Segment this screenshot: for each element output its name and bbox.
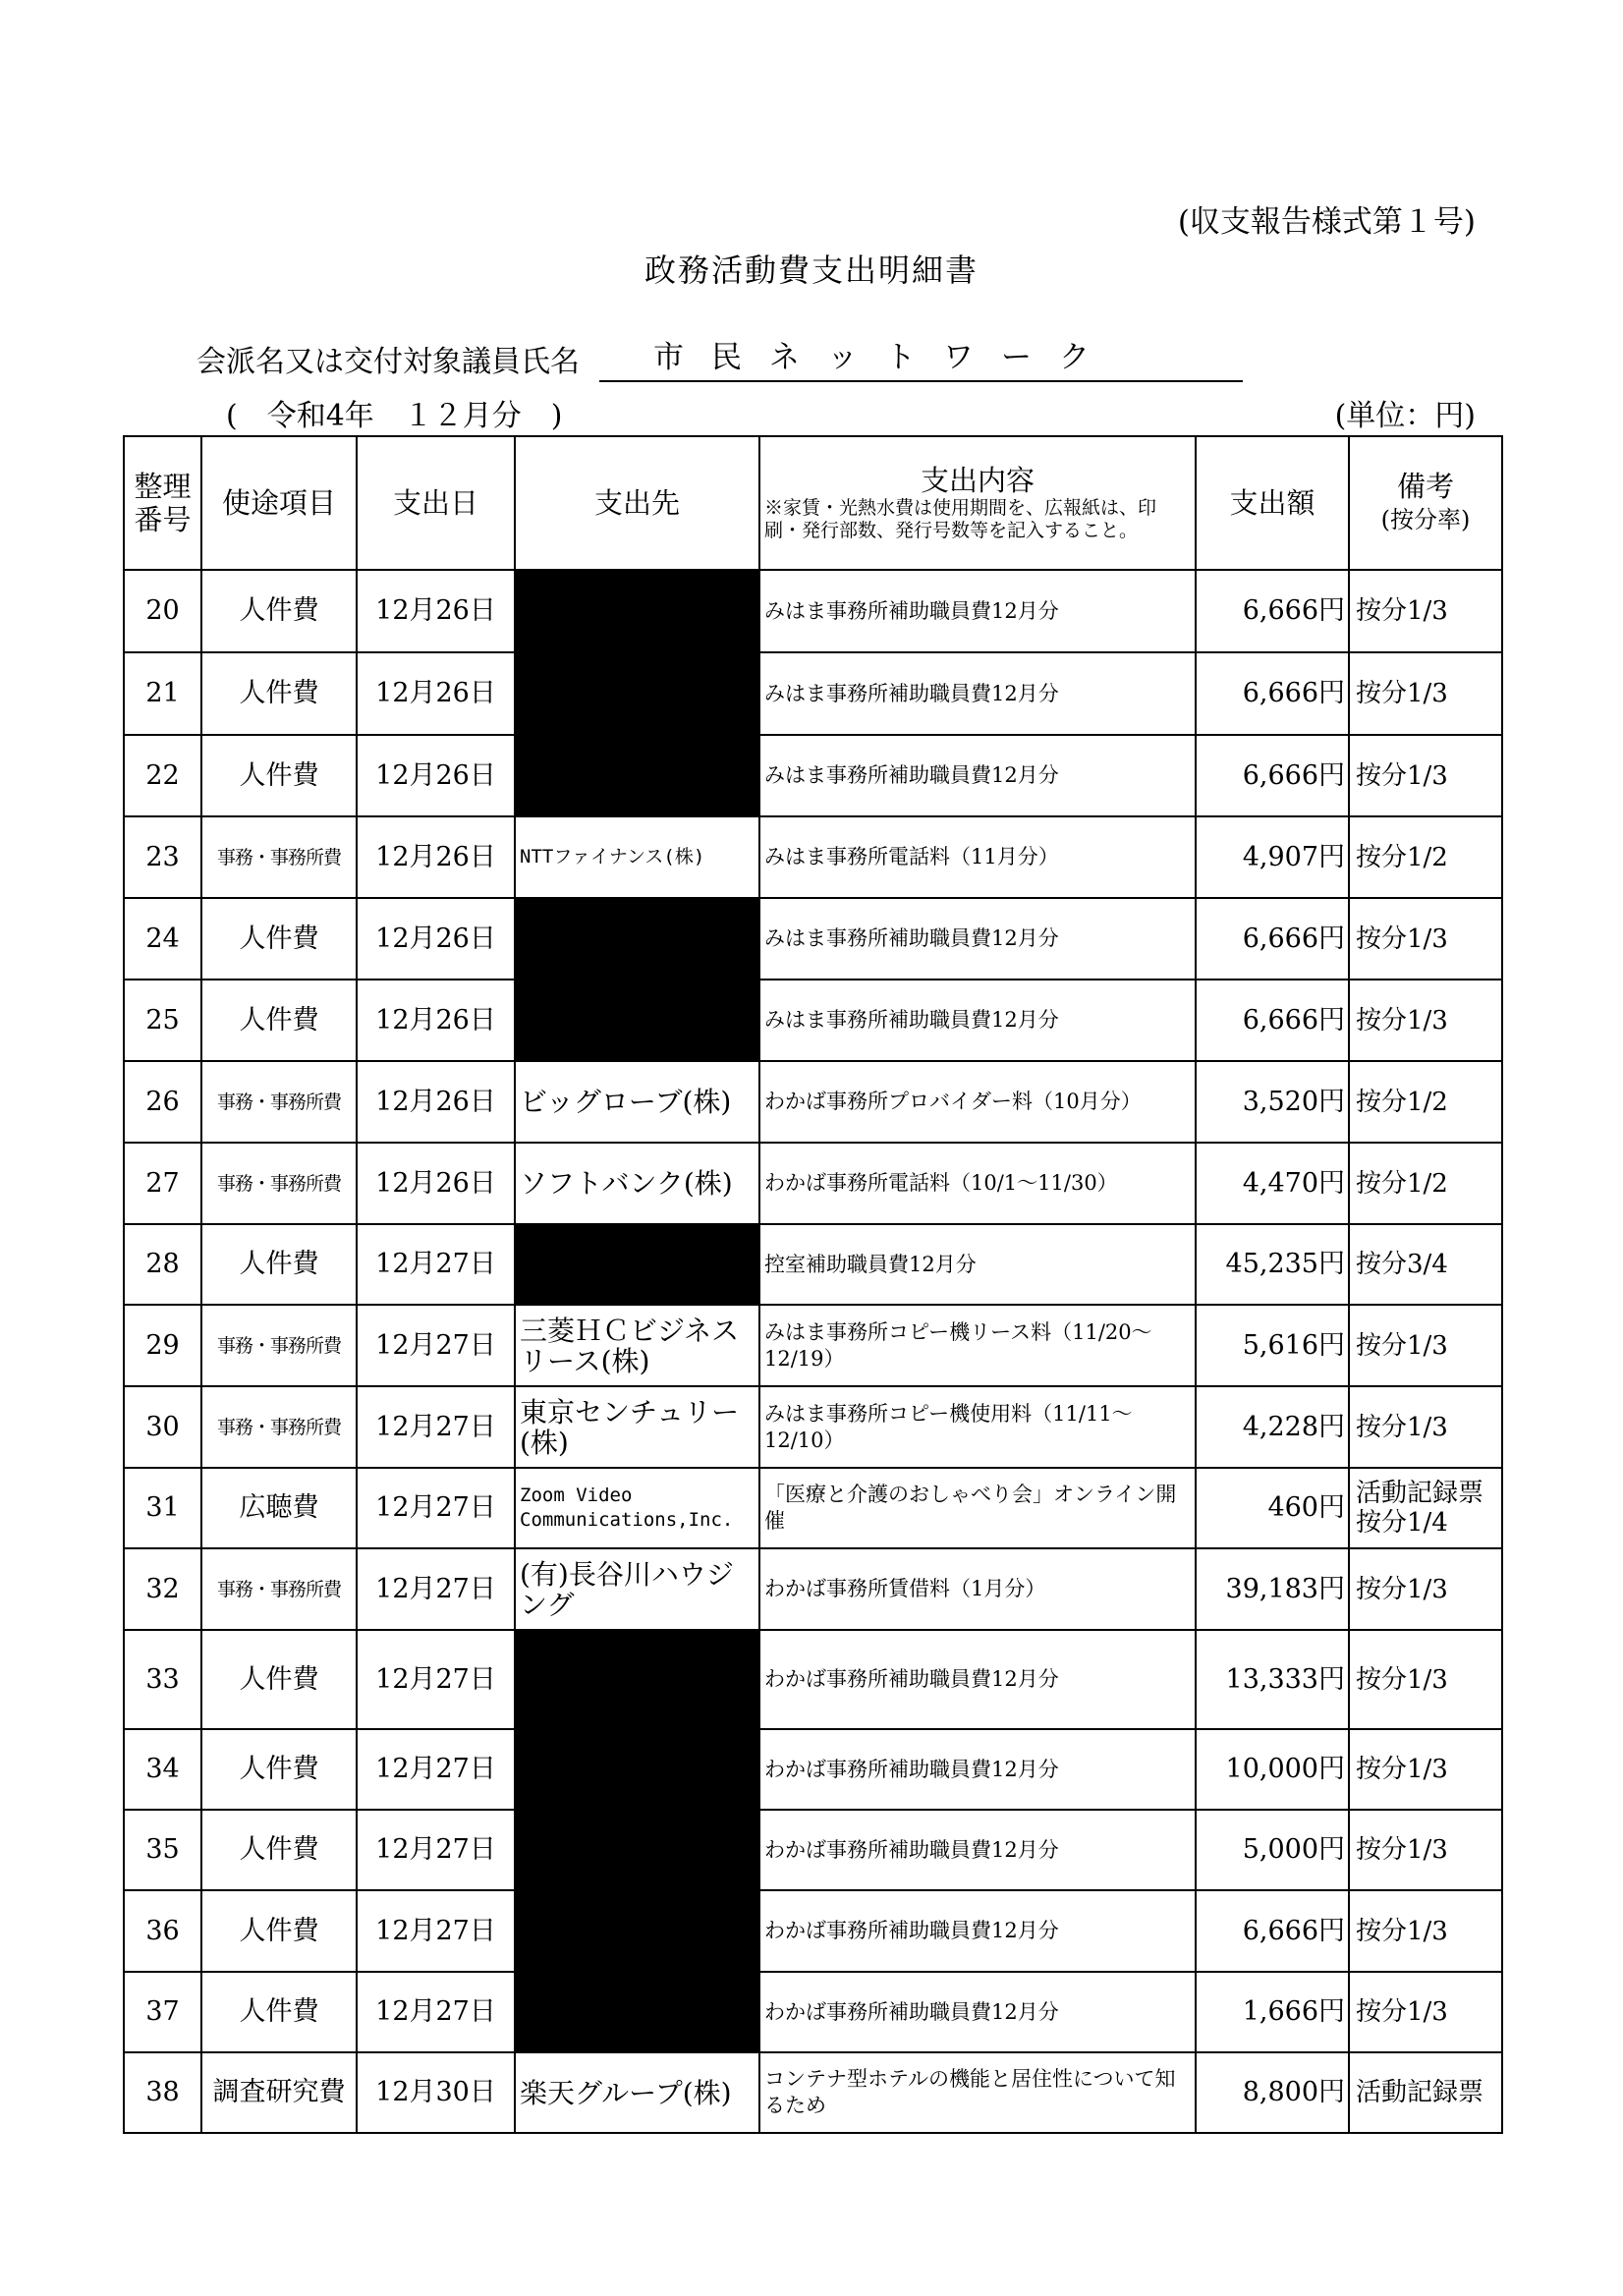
row-no: 36	[124, 1890, 201, 1972]
row-date: 12月27日	[357, 1468, 515, 1548]
row-remark: 按分1/3	[1349, 1305, 1502, 1386]
row-amount: 1,666円	[1196, 1972, 1349, 2052]
row-category: 人件費	[201, 570, 357, 652]
faction-name-label: 会派名又は交付対象議員氏名	[196, 345, 580, 379]
row-date: 12月27日	[357, 1386, 515, 1468]
row-date: 12月27日	[357, 1890, 515, 1972]
row-category: 事務・事務所費	[201, 1305, 357, 1386]
row-amount: 6,666円	[1196, 570, 1349, 652]
row-amount: 460円	[1196, 1468, 1349, 1548]
row-content: わかば事務所電話料（10/1～11/30）	[759, 1143, 1196, 1224]
row-content: みはま事務所補助職員費12月分	[759, 898, 1196, 980]
table-row	[124, 1468, 1502, 1548]
table-row	[124, 652, 1502, 735]
table-row	[124, 816, 1502, 898]
header-content	[759, 436, 1196, 570]
row-no: 33	[124, 1630, 201, 1729]
table-row	[124, 1972, 1502, 2052]
redacted-payee	[515, 570, 759, 652]
header-remark	[1349, 436, 1502, 570]
row-remark: 按分1/2	[1349, 816, 1502, 898]
row-remark: 按分1/2	[1349, 1143, 1502, 1224]
row-remark: 按分1/3	[1349, 1729, 1502, 1810]
row-remark: 按分1/3	[1349, 1548, 1502, 1630]
row-amount: 45,235円	[1196, 1224, 1349, 1305]
table-row	[124, 1224, 1502, 1305]
row-amount: 4,470円	[1196, 1143, 1349, 1224]
row-content: みはま事務所コピー機使用料（11/11～12/10）	[759, 1386, 1196, 1468]
row-date: 12月27日	[357, 1972, 515, 2052]
row-date: 12月30日	[357, 2052, 515, 2133]
row-category: 人件費	[201, 1630, 357, 1729]
redacted-payee	[515, 898, 759, 980]
row-content: わかば事務所補助職員費12月分	[759, 1890, 1196, 1972]
row-payee: Zoom Video Communications,Inc.	[515, 1468, 759, 1548]
row-category: 事務・事務所費	[201, 816, 357, 898]
row-category: 人件費	[201, 1810, 357, 1890]
currency-unit: (単位：円)	[1334, 399, 1476, 433]
table-row	[124, 1305, 1502, 1386]
redacted-payee	[515, 1972, 759, 2052]
row-date: 12月27日	[357, 1224, 515, 1305]
row-amount: 39,183円	[1196, 1548, 1349, 1630]
row-no: 32	[124, 1548, 201, 1630]
row-date: 12月26日	[357, 1061, 515, 1143]
table-row	[124, 735, 1502, 816]
row-remark: 按分1/3	[1349, 735, 1502, 816]
row-no: 25	[124, 980, 201, 1061]
redacted-payee	[515, 1890, 759, 1972]
row-category: 事務・事務所費	[201, 1386, 357, 1468]
table-row	[124, 1890, 1502, 1972]
row-content: 「医療と介護のおしゃべり会」オンライン開催	[759, 1468, 1196, 1548]
header-remark-sub: (按分率)	[1380, 506, 1471, 533]
row-content: コンテナ型ホテルの機能と居住性について知るため	[759, 2052, 1196, 2133]
table-row	[124, 570, 1502, 652]
row-remark: 按分1/3	[1349, 652, 1502, 735]
row-date: 12月27日	[357, 1729, 515, 1810]
row-date: 12月26日	[357, 816, 515, 898]
redacted-payee	[515, 735, 759, 816]
row-remark: 按分1/3	[1349, 1810, 1502, 1890]
redacted-payee	[515, 980, 759, 1061]
redacted-payee	[515, 1224, 759, 1305]
row-no: 28	[124, 1224, 201, 1305]
row-category: 事務・事務所費	[201, 1061, 357, 1143]
row-content: わかば事務所プロバイダー料（10月分）	[759, 1061, 1196, 1143]
row-content: みはま事務所電話料（11月分）	[759, 816, 1196, 898]
table-row	[124, 1729, 1502, 1810]
row-content: わかば事務所補助職員費12月分	[759, 1630, 1196, 1729]
header-date: 支出日	[357, 436, 515, 570]
row-category: 人件費	[201, 1890, 357, 1972]
table-row	[124, 1630, 1502, 1729]
row-category: 事務・事務所費	[201, 1143, 357, 1224]
row-payee: 三菱ＨＣビジネスリース(株)	[515, 1305, 759, 1386]
row-payee: NTTファイナンス(株)	[515, 816, 759, 898]
header-remark-title: 備考	[1396, 470, 1454, 503]
report-period: ( 令和4年 １２月分 )	[226, 399, 563, 433]
row-amount: 6,666円	[1196, 652, 1349, 735]
row-amount: 4,907円	[1196, 816, 1349, 898]
redacted-payee	[515, 1630, 759, 1729]
row-remark: 按分1/3	[1349, 980, 1502, 1061]
row-date: 12月26日	[357, 735, 515, 816]
table-row	[124, 2052, 1502, 2133]
row-category: 人件費	[201, 1729, 357, 1810]
row-date: 12月27日	[357, 1810, 515, 1890]
row-no: 34	[124, 1729, 201, 1810]
row-remark: 按分1/3	[1349, 1890, 1502, 1972]
row-amount: 6,666円	[1196, 1890, 1349, 1972]
row-content: わかば事務所賃借料（1月分）	[759, 1548, 1196, 1630]
row-content: みはま事務所コピー機リース料（11/20～12/19）	[759, 1305, 1196, 1386]
row-category: 人件費	[201, 735, 357, 816]
row-category: 人件費	[201, 652, 357, 735]
row-category: 人件費	[201, 898, 357, 980]
row-date: 12月27日	[357, 1548, 515, 1630]
row-payee: ビッグローブ(株)	[515, 1061, 759, 1143]
row-no: 31	[124, 1468, 201, 1548]
table-row	[124, 1548, 1502, 1630]
row-remark: 按分1/3	[1349, 570, 1502, 652]
row-no: 23	[124, 816, 201, 898]
redacted-payee	[515, 1810, 759, 1890]
row-remark: 按分1/3	[1349, 1386, 1502, 1468]
row-amount: 5,000円	[1196, 1810, 1349, 1890]
row-no: 22	[124, 735, 201, 816]
row-content: わかば事務所補助職員費12月分	[759, 1810, 1196, 1890]
row-date: 12月26日	[357, 898, 515, 980]
header-no: 整理番号	[124, 436, 201, 570]
row-payee: 東京センチュリー(株)	[515, 1386, 759, 1468]
row-content: わかば事務所補助職員費12月分	[759, 1729, 1196, 1810]
table-row	[124, 1143, 1502, 1224]
row-remark: 按分1/2	[1349, 1061, 1502, 1143]
header-amount: 支出額	[1196, 436, 1349, 570]
row-category: 人件費	[201, 980, 357, 1061]
row-date: 12月26日	[357, 570, 515, 652]
row-amount: 13,333円	[1196, 1630, 1349, 1729]
row-no: 37	[124, 1972, 201, 2052]
row-no: 30	[124, 1386, 201, 1468]
header-payee: 支出先	[515, 436, 759, 570]
header-content-title: 支出内容	[920, 464, 1035, 497]
row-no: 24	[124, 898, 201, 980]
row-no: 38	[124, 2052, 201, 2133]
table-header-row	[124, 436, 1502, 570]
row-amount: 4,228円	[1196, 1386, 1349, 1468]
row-date: 12月27日	[357, 1305, 515, 1386]
row-remark: 活動記録票	[1349, 2052, 1502, 2133]
row-amount: 8,800円	[1196, 2052, 1349, 2133]
form-number: (収支報告様式第１号)	[1177, 204, 1476, 240]
row-date: 12月27日	[357, 1630, 515, 1729]
faction-name-value: 市民ネットワーク	[599, 332, 1243, 382]
row-content: わかば事務所補助職員費12月分	[759, 1972, 1196, 2052]
row-category: 事務・事務所費	[201, 1548, 357, 1630]
redacted-payee	[515, 1729, 759, 1810]
row-content: みはま事務所補助職員費12月分	[759, 980, 1196, 1061]
row-content: みはま事務所補助職員費12月分	[759, 652, 1196, 735]
row-content: 控室補助職員費12月分	[759, 1224, 1196, 1305]
row-no: 27	[124, 1143, 201, 1224]
expense-table	[123, 435, 1503, 2134]
row-remark: 活動記録票 按分1/4	[1349, 1468, 1502, 1548]
header-content-note: ※家賃・光熱水費は使用期間を、広報紙は、印刷・発行部数、発行号数等を記入すること。	[764, 497, 1157, 541]
table-row	[124, 898, 1502, 980]
table-row	[124, 1061, 1502, 1143]
row-no: 20	[124, 570, 201, 652]
row-amount: 10,000円	[1196, 1729, 1349, 1810]
row-payee: ソフトバンク(株)	[515, 1143, 759, 1224]
row-remark: 按分3/4	[1349, 1224, 1502, 1305]
row-payee: 楽天グループ(株)	[515, 2052, 759, 2133]
row-no: 29	[124, 1305, 201, 1386]
row-no: 26	[124, 1061, 201, 1143]
row-category: 人件費	[201, 1224, 357, 1305]
row-date: 12月26日	[357, 1143, 515, 1224]
row-remark: 按分1/3	[1349, 898, 1502, 980]
header-category: 使途項目	[201, 436, 357, 570]
row-remark: 按分1/3	[1349, 1630, 1502, 1729]
row-payee: (有)長谷川ハウジング	[515, 1548, 759, 1630]
row-no: 21	[124, 652, 201, 735]
row-amount: 6,666円	[1196, 735, 1349, 816]
row-amount: 3,520円	[1196, 1061, 1349, 1143]
table-row	[124, 980, 1502, 1061]
row-content: みはま事務所補助職員費12月分	[759, 735, 1196, 816]
row-date: 12月26日	[357, 652, 515, 735]
row-remark: 按分1/3	[1349, 1972, 1502, 2052]
redacted-payee	[515, 652, 759, 735]
table-row	[124, 1810, 1502, 1890]
row-amount: 6,666円	[1196, 980, 1349, 1061]
row-category: 調査研究費	[201, 2052, 357, 2133]
document-title: 政務活動費支出明細書	[644, 252, 979, 289]
row-category: 人件費	[201, 1972, 357, 2052]
row-date: 12月26日	[357, 980, 515, 1061]
row-amount: 6,666円	[1196, 898, 1349, 980]
row-content: みはま事務所補助職員費12月分	[759, 570, 1196, 652]
table-row	[124, 1386, 1502, 1468]
row-category: 広聴費	[201, 1468, 357, 1548]
row-no: 35	[124, 1810, 201, 1890]
row-amount: 5,616円	[1196, 1305, 1349, 1386]
